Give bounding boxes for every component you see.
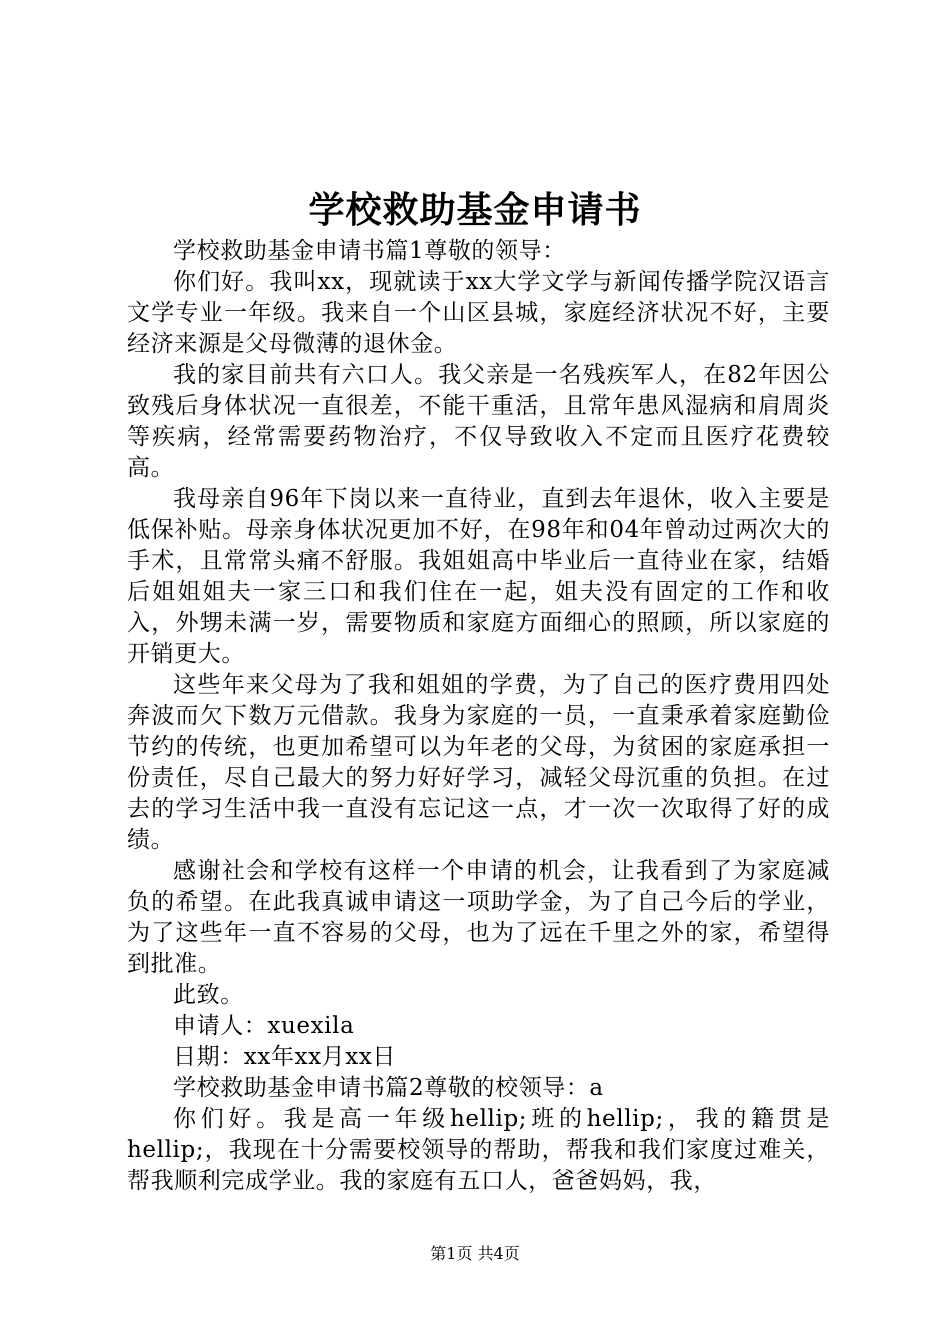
document-title: 学校救助基金申请书	[308, 189, 642, 231]
paragraph: 我母亲自96年下岗以来一直待业，直到去年退休，收入主要是低保补贴。母亲身体状况更加不好，在98年和04年曾动过两次大的手术，且常常头痛不舒服。我姐姐高中毕业后一直待业在家，结婚后姐姐姐夫一家三口和我们住在一起，姐夫没有固定的工作和收入，外甥未满一岁，需要物质和家庭方面细心的照顾，所以家庭的开销更大。	[127, 486, 830, 667]
applicant-line: 申请人：xuexila	[173, 1013, 355, 1039]
paragraph: 我的家目前共有六口人。我父亲是一名残疾军人，在82年因公致残后身体状况一直很差，不能干重活，且常年患风湿病和肩周炎等疾病，经常需要药物治疗，不仅导致收入不定而且医疗花费较高。	[127, 362, 830, 481]
paragraph: 学校救助基金申请书篇2尊敬的校领导：a	[173, 1075, 604, 1101]
document-body	[127, 236, 830, 1197]
paragraph: 学校救助基金申请书篇1尊敬的领导：	[173, 238, 566, 264]
date-line: 日期：xx年xx月xx日	[173, 1044, 397, 1070]
paragraph: 感谢社会和学校有这样一个申请的机会，让我看到了为家庭减负的希望。在此我真诚申请这一项助学金，为了自己今后的学业，为了这些年一直不容易的父母，也为了远在千里之外的家，希望得到批准。	[127, 858, 830, 977]
page-number-footer: 第1页 共4页	[430, 1244, 520, 1263]
paragraph: 你们好。我叫xx，现就读于xx大学文学与新闻传播学院汉语言文学专业一年级。我来自一个山区县城，家庭经济状况不好，主要经济来源是父母微薄的退休金。	[127, 269, 830, 357]
paragraph: 这些年来父母为了我和姐姐的学费，为了自己的医疗费用四处奔波而欠下数万元借款。我身为家庭的一员，一直秉承着家庭勤俭节约的传统，也更加希望可以为年老的父母，为贫困的家庭承担一份责任，尽自己最大的努力好好学习，减轻父母沉重的负担。在过去的学习生活中我一直没有忘记这一点，才一次一次取得了好的成绩。	[127, 672, 830, 853]
closing-line: 此致。	[173, 982, 244, 1008]
paragraph: 你们好。我是高一年级hellip;班的hellip;，我的籍贯是hellip;，我现在十分需要校领导的帮助，帮我和我们家度过难关，帮我顺利完成学业。我的家庭有五口人，爸爸妈妈，我，	[127, 1106, 830, 1194]
